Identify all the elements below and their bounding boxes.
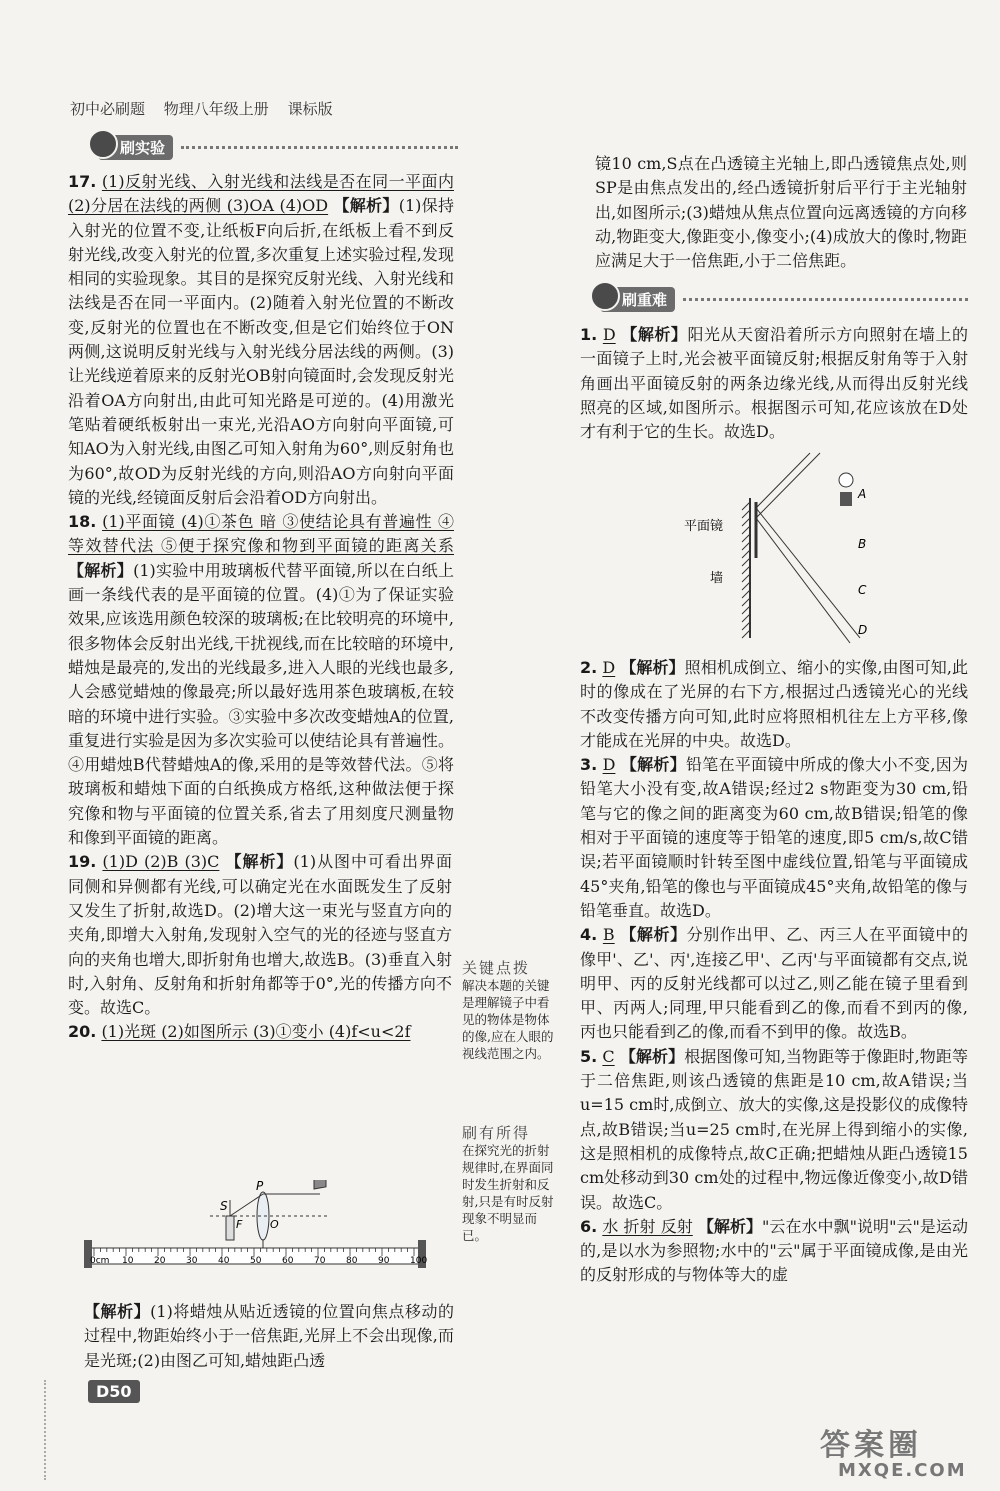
label-p: P [256, 1180, 264, 1193]
side-note-key-point [462, 960, 560, 1062]
header-edition: 课标版 [287, 100, 333, 118]
watermark-logo: 答案圈 [820, 1428, 922, 1463]
label-f: F [236, 1218, 243, 1231]
continuation-text: 镜10 cm,S点在凸透镜主光轴上,即凸透镜焦点处,则SP是由焦点发出的,经凸透镜折射后平行于主光轴射出,如图所示;(3)蜡烛从焦点位置向远离透镜的方向移动,物距变大,像距变小,像变小;(4)成放大的像时,物距应满足大于一倍焦距,小于二倍焦距。 [595, 154, 967, 271]
mirror-figure [660, 448, 900, 648]
analysis-tag: 【解析】 [68, 560, 134, 580]
header-subject: 物理八年级上册 [163, 100, 269, 118]
item-explanation: 阳光从天窗沿着所示方向照射在墙上的一面镜子上时,光会被平面镜反射;根据反射角等于入射角画出平面镜反射的两条边缘光线,从而得出反射光线照亮的区域,如图所示。根据图示可知,花应该放在D处才有利于它的生长。故选D。 [580, 325, 968, 442]
flower-icon [839, 473, 853, 487]
analysis-tag: 【解析】 [225, 852, 294, 872]
hatch-line [742, 582, 750, 590]
item-explanation: 铅笔在平面镜中所成的像大小不变,因为铅笔大小没有变,故A错误;经过2 s物距变为30 cm,铅笔与它的像之间的距离变为60 cm,故B错误;铅笔的像相对于平面镜的速度等于铅笔的速度,即5 cm/s,故C错误;若平面镜顺时针转至图中虚线位置,铅笔与平面镜成45°夹角,铅笔的像也与平面镜成45°夹角,故铅笔的像与铅笔垂直。故选D。 [580, 755, 969, 920]
item-number: 19. [68, 852, 97, 872]
point-d: D [858, 623, 868, 637]
right-item-3 [580, 753, 968, 923]
left-column [68, 170, 454, 1045]
item-answer: (1)D (2)B (3)C [102, 852, 220, 872]
item-answer: (1)光斑 (2)如图所示 (3)①变小 (4)f<u<2f [101, 1022, 411, 1042]
item-number: 2. [580, 658, 598, 677]
reflected-ray-2 [756, 518, 850, 643]
running-header [70, 98, 347, 119]
watermark [820, 1420, 967, 1481]
item-answer: (1)平面镜 (4)①茶色 暗 ③使结论具有普遍性 ④等效替代法 ⑤便于探究像和物到平面镜的距离关系 [68, 512, 454, 556]
point-b: B [858, 537, 867, 551]
analysis-tag: 【解析】 [621, 325, 688, 344]
analysis-tag: 【解析】 [620, 755, 686, 775]
incident-ray-2 [756, 453, 820, 518]
hatch-line [742, 510, 750, 518]
hatch-line [742, 574, 750, 582]
section-label: 刷重难 [600, 287, 675, 312]
hatch-line [742, 518, 750, 526]
side-note-title: 刷有所得 [462, 1124, 531, 1142]
hatch-line [742, 630, 750, 638]
item-answer: 水 折射 反射 [602, 1216, 693, 1236]
item-explanation: (1)从图中可看出界面同侧和异侧都有光线,可以确定光在水面既发生了反射又发生了折射,故选D。(2)增大这一束光与竖直方向的夹角,即增大入射角,发现射入空气的光的径迹与竖直方向的夹角也增大,即折射角也增大,故选B。(3)垂直入射时,入射角、反射角和折射角都等于0°,光的传播方向不变。故选C。 [68, 852, 452, 1018]
hatch-line [742, 606, 750, 614]
item-answer: D [602, 755, 616, 775]
scale-label: 30 [186, 1256, 198, 1266]
item-number: 17. [68, 172, 97, 191]
wall-label: 墙 [710, 571, 724, 586]
side-note-text: 解决本题的关键是理解镜子中看见的物体是物体的像,应在人眼的视线范围之内。 [462, 978, 554, 1061]
item-answer: B [602, 925, 615, 945]
optical-bench-figure [70, 1180, 440, 1290]
page-number: D50 [88, 1380, 140, 1403]
hatch-line [742, 502, 750, 510]
item-17 [68, 170, 454, 510]
side-note-text: 在探究光的折射规律时,在界面同时发生折射和反射,只是有时反射现象不明显而已。 [462, 1143, 554, 1243]
analysis-tag: 【解析】 [620, 925, 687, 945]
right-item-1 [580, 323, 968, 444]
hatch-line [742, 534, 750, 542]
hatch-line [742, 542, 750, 550]
right-items-rest [580, 656, 968, 1288]
item-explanation: (1)实验中用玻璃板代替平面镜,所以在白纸上画一条线代表的是平面镜的位置。(4)①为了保证实验效果,应该选用颜色较深的玻璃板;在比较明亮的环境中,很多物体会反射出光线,干扰视线,而在比较暗的环境中,蜡烛是最亮的,发出的光线最多,进入人眼的光线也最多,人会感觉蜡烛的像最亮;所以最好选用茶色玻璃板,在较暗的环境中进行实验。③实验中多次改变蜡烛A的位置,重复进行实验是因为多次实验可以使结论具有普遍性。④用蜡烛B代替蜡烛A的像,采用的是等效替代法。⑤将玻璃板和蜡烛下面的白纸换成方格纸,这种做法便于探究像和物与平面镜的位置关系,省去了用刻度尺测量物和像到平面镜的距离。 [68, 560, 454, 848]
right-item-5 [580, 1045, 968, 1215]
item-explanation: "云在水中飘"说明"云"是运动的,是以水为参照物;水中的"云"属于平面镜成像,是由光的反射形成的与物体等大的虚 [580, 1216, 968, 1285]
scale-label: 40 [218, 1256, 230, 1266]
analysis-tag: 【解析】 [84, 1302, 151, 1321]
analysis-tag: 【解析】 [697, 1216, 763, 1236]
item-answer: C [602, 1046, 615, 1066]
screen [314, 1180, 326, 1189]
hatch-line [742, 526, 750, 534]
candle [226, 1216, 234, 1240]
analysis-tag: 【解析】 [333, 196, 399, 216]
right-item-4 [580, 923, 968, 1044]
scale-label: 10 [122, 1256, 134, 1266]
item-18 [68, 510, 454, 850]
item-explanation: 照相机成倒立、缩小的实像,由图可知,此时的像成在了光屏的右下方,根据过凸透镜光心的光线不改变传播方向可知,此时应将照相机往左上方平移,像才能成在光屏的中央。故选D。 [580, 658, 968, 750]
right-item-2 [580, 656, 968, 753]
hatch-line [742, 550, 750, 558]
item-20-explanation [84, 1300, 454, 1373]
scale-label: 0cm [90, 1256, 110, 1266]
hatch-line [742, 590, 750, 598]
scale-label: 80 [346, 1256, 358, 1266]
hatch-line [742, 566, 750, 574]
analysis-tag: 【解析】 [619, 1046, 685, 1066]
item-explanation: 分别作出甲、乙、丙三人在平面镜中的像甲'、乙'、丙',连接乙甲'、乙丙'与平面镜都有交点,说明甲、丙的反射光线都可以过乙,则乙能在镜子里看到甲、丙两人;同理,甲只能看到乙的像,而看不到丙的像,丙也只能看到乙的像,而看不到甲的像。故选B。 [580, 925, 968, 1042]
scale-label: 70 [314, 1256, 326, 1266]
right-item-6 [580, 1215, 968, 1288]
item-19 [68, 850, 452, 1020]
item-20 [68, 1020, 454, 1044]
side-note-takeaway [462, 1125, 560, 1244]
item-answer: D [602, 658, 616, 677]
section-heading-experiment [98, 134, 458, 160]
hatch-line [742, 598, 750, 606]
hatch-line [742, 622, 750, 630]
item-explanation: (1)保持入射光的位置不变,让纸板F向后折,在纸板上看不到反射光线,改变入射光的位置,多次重复上述实验过程,发现相同的实验现象。其目的是探究反射光线、入射光线和法线是否在同一平面内。(2)随着入射光位置的不断改变,反射光的位置也在不断改变,但是它们始终位于ON两侧,这说明反射光线与入射光线分居法线的两侧。(3)让光线逆着原来的反射光OB射向镜面时,会发现反射光沿着OA方向射出,由此可知光路是可逆的。(4)用激光笔贴着硬纸板射出一束光,光沿AO方向射向平面镜,可知AO为入射光线,由图乙可知入射角为60°,则反射角也为60°,故OD为反射光线的方向,则沿AO方向射向平面镜的光线,经镜面反射后会沿着OD方向射出。 [68, 196, 454, 507]
item-answer: D [602, 325, 616, 344]
scale-label: 90 [378, 1256, 390, 1266]
section-heading-difficult [600, 286, 968, 312]
item-number: 6. [580, 1216, 598, 1236]
flower-pot [840, 492, 852, 506]
wall-hatch [742, 502, 750, 638]
section-divider [181, 146, 458, 149]
hatch-line [742, 614, 750, 622]
side-note-title: 关键点拨 [462, 959, 531, 977]
scale-label: 20 [154, 1256, 166, 1266]
item-number: 5. [580, 1046, 598, 1066]
incident-ray-1 [756, 453, 810, 508]
label-s: S [220, 1199, 228, 1213]
item-explanation: (1)将蜡烛从贴近透镜的位置向焦点移动的过程中,物距始终小于一倍焦距,光屏上不会出现像,而是光斑;(2)由图乙可知,蜡烛距凸透 [84, 1302, 454, 1370]
point-c: C [858, 583, 867, 597]
point-a: A [858, 487, 867, 501]
header-series: 初中必刷题 [70, 100, 146, 118]
watermark-url: MXQE.COM [838, 1460, 967, 1481]
section-label: 刷实验 [98, 135, 173, 160]
margin-decoration [44, 1380, 48, 1480]
item-number: 20. [68, 1022, 97, 1042]
mirror-label: 平面镜 [684, 519, 724, 534]
right-top-continuation [595, 152, 967, 273]
item-number: 3. [580, 755, 598, 775]
label-o: O [270, 1218, 279, 1231]
item-answer: (1)反射光线、入射光线和法线是否在同一平面内 (2)分居在法线的两侧 (3)OA (4)OD [68, 172, 454, 216]
item-number: 1. [580, 325, 598, 344]
item-number: 18. [68, 512, 97, 532]
section-divider [683, 298, 968, 301]
analysis-tag: 【解析】 [620, 658, 685, 677]
scale-label: 50 [250, 1256, 262, 1266]
item-explanation: 根据图像可知,当物距等于像距时,物距等于二倍焦距,则该凸透镜的焦距是10 cm,故A错误;当u=15 cm时,成倒立、放大的实像,这是投影仪的成像特点,故B错误;当u=25 cm时,在光屏上得到缩小的实像,这是照相机的成像特点,故C正确;把蜡烛从距凸透镜15 cm处移动到30 cm处的过程中,物远像近像变小,故D错误。故选C。 [580, 1046, 968, 1212]
scale-label: 60 [282, 1256, 294, 1266]
scale-label: 100 [410, 1256, 428, 1266]
reflected-ray-1 [756, 508, 860, 638]
item-number: 4. [580, 925, 598, 945]
hatch-line [742, 558, 750, 566]
